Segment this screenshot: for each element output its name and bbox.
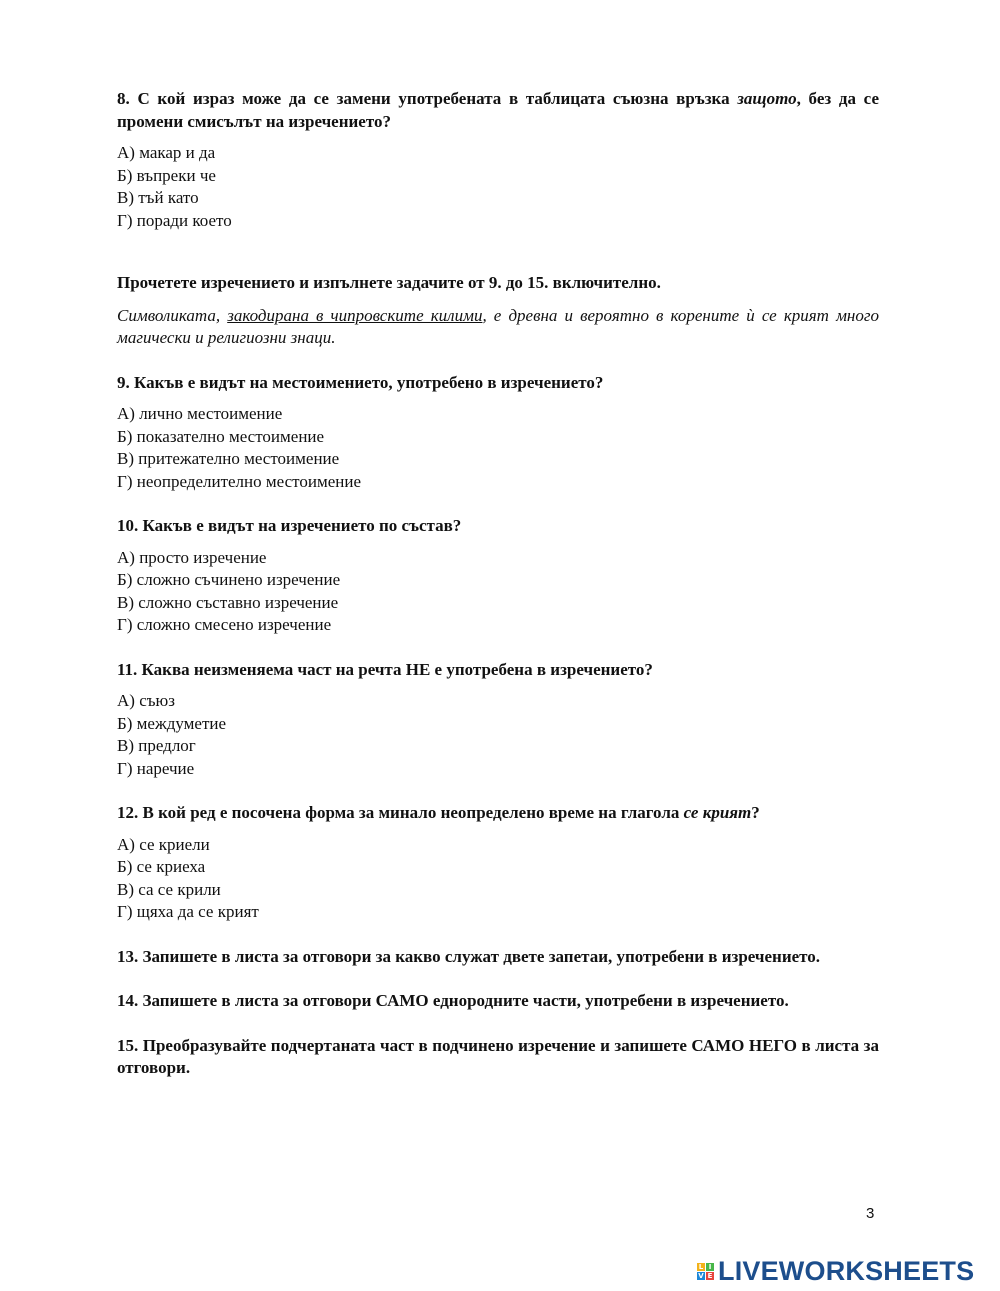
question-8 [117,88,879,232]
option: В) предлог [117,736,196,755]
question-10-text: 10. Какъв е видът на изречението по състав? [117,516,462,535]
source-sentence: Символиката, закодирана в чипровските килими, е древна и вероятно в корените ѝ се крият много магически и религиозни знаци. [117,305,879,347]
instruction-text: Прочетете изречението и изпълнете задачите от 9. до 15. включително. [117,273,661,292]
option: А) се криели [117,834,210,854]
question-11-text: 11. Каква неизменяема част на речта НЕ е употребена в изречението? [117,659,653,679]
option: А) макар и да [117,143,216,162]
question-13-text: 13. Запишете в листа за отговори за какво служат двете запетаи, употребени в изречението. [117,946,821,966]
option: А) съюз [117,691,175,710]
option: А) просто изречение [117,547,267,567]
question-8-text: 8. С кой израз може да се замени употребената в таблицата съюзна връзка защото, без да се промени смисълът на изречението? [117,89,879,131]
question-8-options [117,142,879,232]
option: Г) сложно смесено изречение [117,615,332,634]
question-11-options [117,690,879,780]
option: В) тъй като [117,188,199,207]
worksheet-page [117,88,879,1102]
option: Б) се криеха [117,857,206,876]
question-10 [117,515,879,637]
question-14 [117,990,879,1013]
option: Б) показателно местоимение [117,426,325,446]
question-10-options [117,547,879,637]
logo-text: LIVEWORKSHEETS [718,1255,975,1286]
underlined-phrase: закодирана в чипровските килими [227,305,483,325]
logo-mark-icon [697,1263,714,1280]
liveworksheets-logo [697,1256,974,1286]
option: В) сложно съставно изречение [117,592,339,612]
option: Г) поради което [117,210,232,230]
question-13 [117,946,879,969]
option: Г) щяха да се крият [117,902,259,921]
instruction-block [117,272,879,350]
logo-mark-cell: E [707,1271,713,1280]
question-15 [117,1035,879,1080]
option: Б) сложно съчинено изречение [117,570,341,589]
option: В) притежателно местоимение [117,449,340,468]
option: Г) неопределително местоимение [117,471,362,491]
question-12-text: 12. В кой ред е посочена форма за минало неопределено време на глагола се крият? [117,803,760,822]
logo-mark-cell: I [706,1263,714,1271]
question-9 [117,372,879,494]
logo-mark-cell: L [698,1262,704,1271]
question-11 [117,659,879,781]
logo-mark-cell: V [698,1271,704,1280]
question-15-text: 15. Преобразувайте подчертаната част в подчинено изречение и запишете САМО НЕГО в листа за отговори. [117,1035,879,1077]
option: А) лично местоимение [117,404,283,423]
question-9-options [117,403,879,493]
question-12-options [117,834,879,924]
question-12 [117,802,879,924]
question-14-text: 14. Запишете в листа за отговори САМО еднородните части, употребени в изречението. [117,991,789,1010]
option: Г) наречие [117,758,195,778]
option: Б) въпреки че [117,165,216,185]
page-number: 3 [866,1205,875,1222]
option: Б) междуметие [117,713,227,733]
option: В) са се крили [117,879,221,899]
question-9-text: 9. Какъв е видът на местоимението, употребено в изречението? [117,372,604,392]
